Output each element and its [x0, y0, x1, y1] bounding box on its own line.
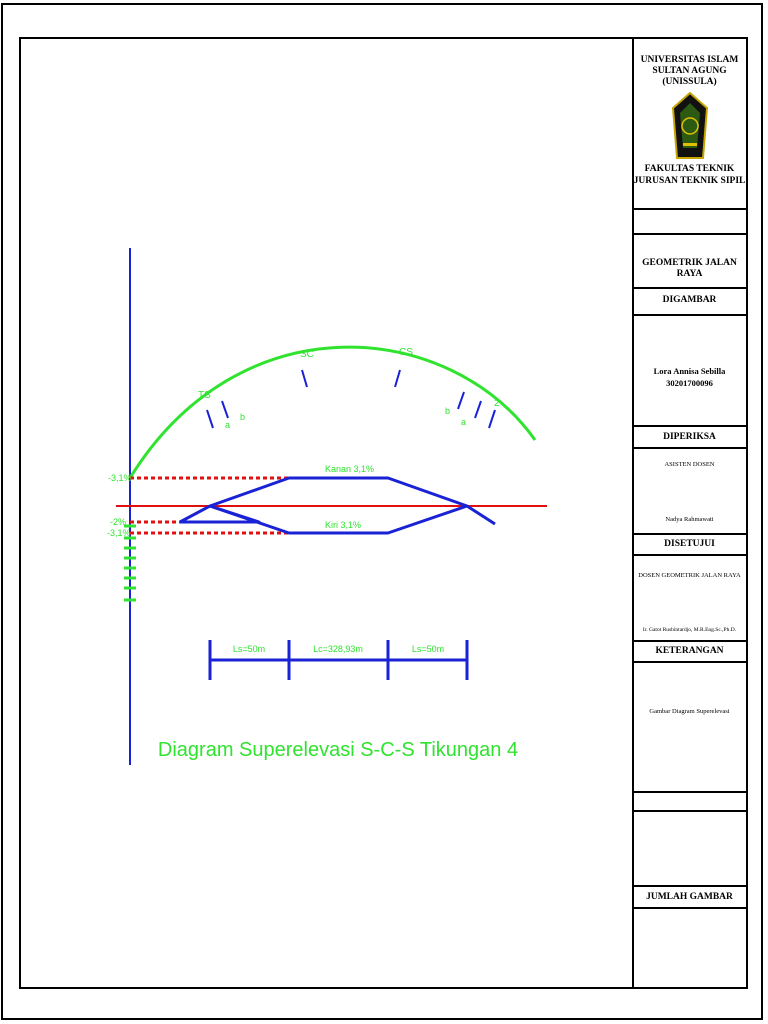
label-sc: SC: [300, 349, 314, 360]
university-name: UNIVERSITAS ISLAM SULTAN AGUNG (UNISSULA): [640, 55, 739, 87]
drawer-name: Lora Annisa Sebilla: [653, 366, 726, 376]
label-ls2: Ls=50m: [411, 644, 445, 654]
drawer-id: 30201700096: [666, 378, 713, 388]
label-st: 2: [494, 398, 500, 409]
diagram-title: Diagram Superelevasi S-C-S Tikungan 4: [157, 739, 519, 761]
diperiksa-label: DIPERIKSA: [663, 432, 716, 442]
faculty-name: FAKULTAS TEKNIK: [644, 164, 735, 174]
approver-name: Ir. Gatot Rusbintardjo, M.R.Eng.Sc.,Ph.D.: [642, 627, 737, 633]
curve-ticks: [207, 370, 495, 428]
university-logo: [673, 93, 707, 158]
approver-role: DOSEN GEOMETRIK JALAN RAYA: [638, 572, 741, 579]
label-a-left: a: [225, 420, 231, 430]
label-lane-right: Kanan 3,1%: [325, 464, 375, 474]
label-slope-top: -3,1%: [108, 473, 132, 483]
label-lc: Lc=328,93m: [313, 644, 363, 654]
label-ls1: Ls=50m: [232, 644, 266, 654]
label-slope-normal: -2%: [110, 517, 127, 527]
keterangan-label: KETERANGAN: [655, 646, 724, 656]
checker-name: Nadya Rahmawati: [665, 516, 714, 523]
digambar-label: DIGAMBAR: [662, 295, 717, 305]
label-b-right: b: [445, 406, 451, 416]
curve-arc: [130, 347, 535, 478]
label-lane-left: Kiri 3,1%: [325, 520, 362, 530]
disetujui-label: DISETUJUI: [664, 539, 715, 549]
label-a-right: a: [461, 417, 467, 427]
course-title: GEOMETRIK JALAN RAYA: [642, 258, 737, 279]
label-ts: TS: [198, 390, 211, 401]
label-b-left: b: [240, 412, 246, 422]
department-name: JURUSAN TEKNIK SIPIL: [633, 176, 746, 186]
label-cs: CS: [399, 347, 413, 358]
checker-role: ASISTEN DOSEN: [664, 461, 715, 468]
label-slope-bottom: -3,1%: [107, 528, 131, 538]
jumlah-gambar-label: JUMLAH GAMBAR: [646, 892, 733, 902]
keterangan-text: Gambar Diagram Superelevasi: [649, 708, 730, 715]
